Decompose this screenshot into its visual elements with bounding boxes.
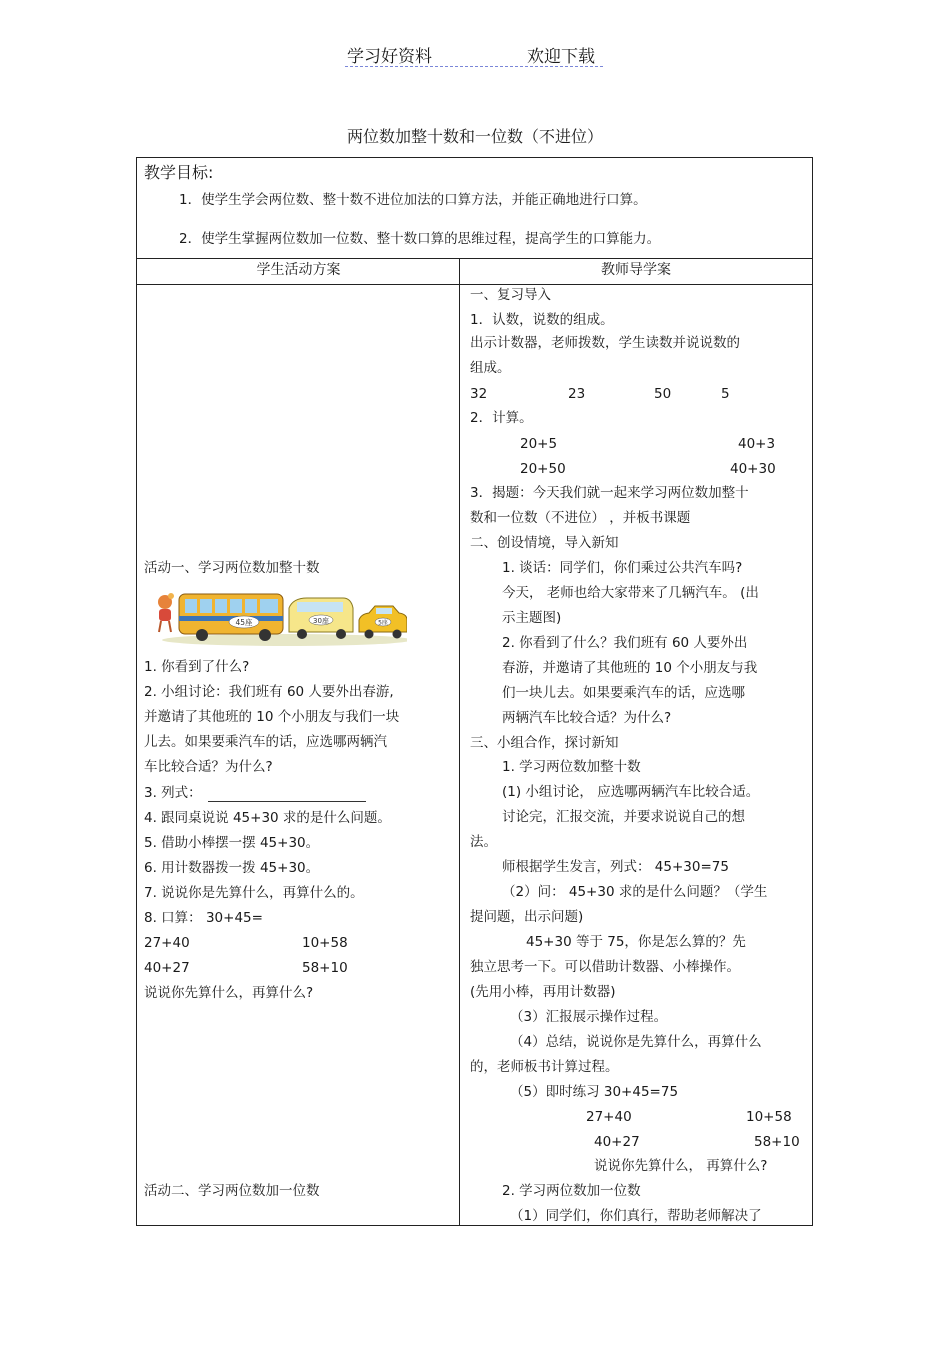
van-30-seats [289, 598, 353, 639]
teacher-line: 组成。 [470, 360, 511, 376]
teacher-line: 法。 [470, 834, 497, 850]
goal-item: 1．使学生学会两位数、整十数不进位加法的口算方法，并能正确地进行口算。 [179, 192, 647, 208]
column-divider [459, 258, 460, 1225]
practice-item: 58+10 [302, 960, 348, 976]
section-heading: 三、小组合作，探讨新知 [470, 735, 619, 751]
child-figure [158, 593, 174, 632]
practice-item: 40+27 [594, 1134, 640, 1150]
activity-one-heading: 活动一、学习两位数加整十数 [144, 560, 320, 576]
teacher-line: 3．揭题：今天我们就一起来学习两位数加整十 [470, 485, 749, 501]
practice-item: 10+58 [302, 935, 348, 951]
teacher-line: 们一块儿去。如果要乘汽车的话，应选哪 [502, 685, 745, 701]
calc-item: 40+3 [738, 436, 776, 452]
teacher-line: (先用小棒，再用计数器) [470, 984, 616, 1000]
teacher-line: （2）问： 45+30 求的是什么问题？（学生 [502, 884, 768, 900]
teacher-line: 的，老师板书计算过程。 [470, 1059, 619, 1075]
column-header-teacher: 教师导学案 [460, 258, 812, 285]
student-question: 说说你先算什么，再算什么? [144, 985, 314, 1001]
practice-item: 40+27 [144, 960, 190, 976]
teacher-line: 说说你先算什么， 再算什么? [594, 1158, 768, 1174]
teacher-line: 独立思考一下。可以借助计数器、小棒操作。 [470, 959, 740, 975]
teacher-line: 提问题，出示问题) [470, 909, 584, 925]
student-question: 5. 借助小棒摆一摆 45+30。 [144, 835, 320, 851]
practice-item: 27+40 [586, 1109, 632, 1125]
equation-label: 3. 列式： [144, 785, 202, 801]
goals-heading: 教学目标: [144, 163, 214, 182]
student-question: 1. 你看到了什么? [144, 659, 250, 675]
page-header [345, 38, 603, 67]
number-item: 23 [568, 386, 586, 402]
car-5-seats [359, 606, 407, 639]
activity-two-heading: 活动二、学习两位数加一位数 [144, 1183, 320, 1199]
teacher-line: 2．计算。 [470, 410, 533, 426]
document-title: 两位数加整十数和一位数（不进位） [346, 127, 603, 146]
teacher-line: (1) 小组讨论， 应选哪两辆汽车比较合适。 [502, 784, 760, 800]
bus-45-seats [179, 594, 283, 641]
teacher-line: 数和一位数（不进位） ，并板书课题 [470, 510, 691, 526]
student-question: 7. 说说你是先算什么，再算什么的。 [144, 885, 364, 901]
teacher-line: 2. 你看到了什么？我们班有 60 人要外出 [502, 635, 748, 651]
teacher-line: 1. 谈话：同学们，你们乘过公共汽车吗? [502, 560, 743, 576]
number-item: 50 [654, 386, 672, 402]
teacher-line: 今天， 老师也给大家带来了几辆汽车。 (出 [502, 585, 759, 601]
student-question: 6. 用计数器拨一拨 45+30。 [144, 860, 320, 876]
van-seat-label: 30座 [313, 617, 329, 625]
teacher-line: 示主题图) [502, 610, 562, 626]
header-left-text: 学习好资料 [347, 47, 432, 67]
teacher-line: （1）同学们，你们真行，帮助老师解决了 [510, 1208, 762, 1224]
student-question: 儿去。如果要乘汽车的话，应选哪两辆汽 [144, 734, 387, 750]
practice-item: 27+40 [144, 935, 190, 951]
equation-prompt [144, 784, 366, 802]
practice-item: 58+10 [754, 1134, 800, 1150]
teacher-line: （3）汇报展示操作过程。 [510, 1009, 668, 1025]
bus-seat-label: 45座 [235, 618, 253, 627]
vehicles-illustration [147, 588, 407, 648]
student-question: 车比较合适？为什么? [144, 759, 273, 775]
goals-section [137, 158, 812, 259]
student-question: 4. 跟同桌说说 45+30 求的是什么问题。 [144, 810, 391, 826]
teacher-line: 出示计数器，老师拨数，学生读数并说说数的 [470, 335, 740, 351]
car-seat-label: 5座 [378, 619, 388, 627]
teacher-line: 45+30 等于 75，你是怎么算的？先 [526, 934, 746, 950]
practice-item: 10+58 [746, 1109, 792, 1125]
section-heading: 二、创设情境，导入新知 [470, 535, 619, 551]
teacher-line: 春游，并邀请了其他班的 10 个小朋友与我 [502, 660, 758, 676]
teacher-line: （4）总结，说说你是先算什么，再算什么 [510, 1034, 762, 1050]
number-item: 5 [721, 386, 730, 402]
student-question: 并邀请了其他班的 10 个小朋友与我们一块 [144, 709, 400, 725]
calc-item: 20+50 [520, 461, 566, 477]
calc-item: 40+30 [730, 461, 776, 477]
section-heading: 一、复习导入 [470, 287, 551, 303]
lesson-table [136, 157, 813, 1226]
teacher-line: 师根据学生发言，列式： 45+30=75 [502, 859, 729, 875]
header-right-text: 欢迎下载 [527, 47, 595, 67]
equation-answer-line [208, 787, 366, 802]
teacher-line: 两辆汽车比较合适？为什么? [502, 710, 672, 726]
teacher-line: 2. 学习两位数加一位数 [502, 1183, 641, 1199]
student-question: 8. 口算： 30+45= [144, 910, 263, 926]
teacher-line: 1. 学习两位数加整十数 [502, 759, 641, 775]
calc-item: 20+5 [520, 436, 558, 452]
student-question: 2. 小组讨论：我们班有 60 人要外出春游, [144, 684, 394, 700]
teacher-line: 讨论完，汇报交流，并要求说说自己的想 [502, 809, 745, 825]
number-item: 32 [470, 386, 488, 402]
goal-item: 2．使学生掌握两位数加一位数、整十数口算的思维过程，提高学生的口算能力。 [179, 231, 661, 247]
teacher-line: （5）即时练习 30+45=75 [510, 1084, 679, 1100]
column-header-student: 学生活动方案 [137, 258, 460, 285]
teacher-line: 1．认数，说数的组成。 [470, 312, 614, 328]
